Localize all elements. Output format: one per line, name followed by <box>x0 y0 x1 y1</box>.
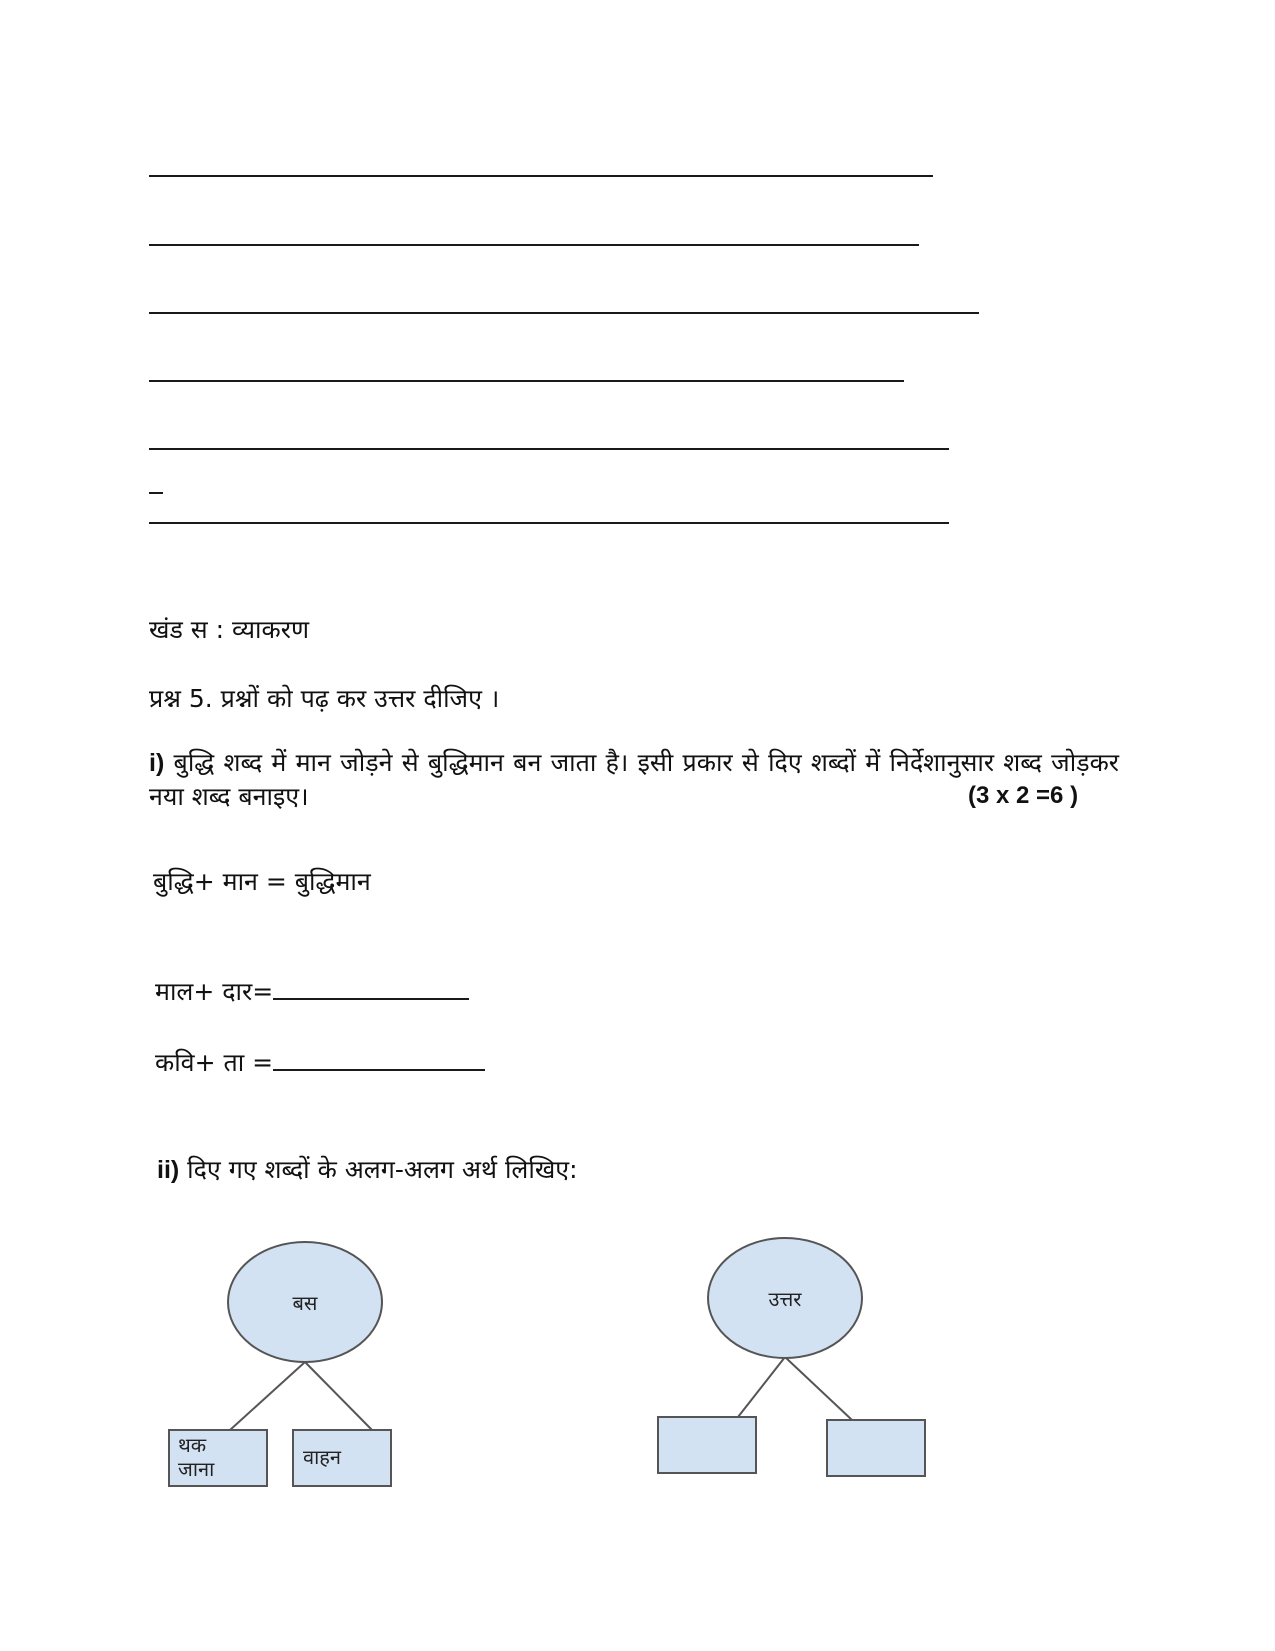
tree-uttar <box>658 1238 925 1476</box>
part1-instruction: बुद्धि शब्द में मान जोड़ने से बुद्धिमान बन जाता है। इसी प्रकार से दिए शब्दों में निर्देशानुसार शब्द जोड़कर नया शब्द बनाइए। <box>149 748 1119 811</box>
tree-bas-link-left <box>230 1362 305 1430</box>
tree-uttar-meaning-box-2[interactable] <box>827 1420 925 1476</box>
tree-uttar-meaning-box-1[interactable] <box>658 1417 756 1473</box>
section-title: खंड स : व्याकरण <box>149 615 310 644</box>
tree-bas-meaning-1-line-1: थक <box>178 1433 207 1457</box>
tree-uttar-link-right <box>785 1357 852 1420</box>
tree-uttar-link-left <box>738 1357 785 1417</box>
item-mal-dar-text: माल+ दार= <box>155 977 274 1006</box>
part2-instruction: दिए गए शब्दों के अलग-अलग अर्थ लिखिए: <box>187 1155 578 1184</box>
marks-label: (3 x 2 =6 ) <box>968 782 1079 809</box>
tree-bas <box>169 1242 391 1486</box>
tree-bas-meaning-1-line-2: जाना <box>178 1457 215 1481</box>
tree-bas-link-right <box>305 1362 372 1430</box>
item-kavi-ta-text: कवि+ ता = <box>155 1048 274 1077</box>
part1-number: i) <box>149 749 165 777</box>
tree-bas-meaning-2-label: वाहन <box>303 1445 342 1469</box>
tree-bas-root-label: बस <box>292 1291 318 1315</box>
example-equation: बुद्धि+ मान = बुद्धिमान <box>153 867 371 896</box>
question-heading: प्रश्न 5. प्रश्नों को पढ़ कर उत्तर दीजिए । <box>149 684 500 713</box>
part2-number: ii) <box>157 1156 180 1184</box>
tree-uttar-root-label: उत्तर <box>768 1287 802 1311</box>
